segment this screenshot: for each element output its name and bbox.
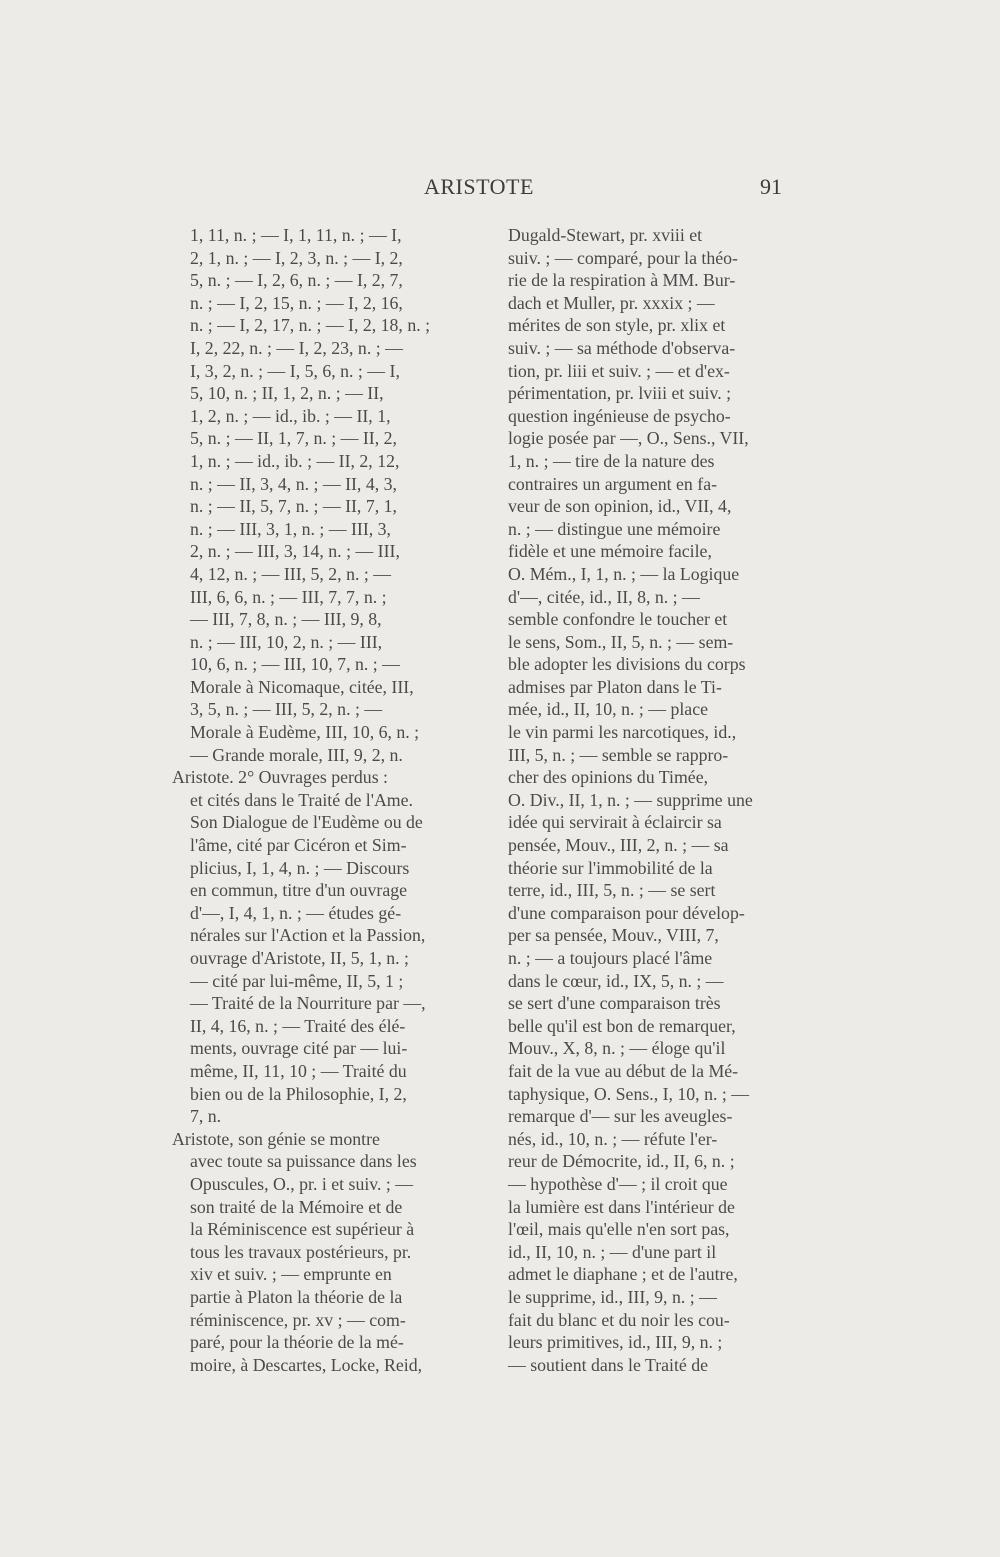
index-line: l'œil, mais qu'elle n'en sort pas, bbox=[508, 1219, 730, 1240]
index-line: nés, id., 10, n. ; — réfute l'er- bbox=[508, 1128, 718, 1149]
index-line: fait de la vue au début de la Mé- bbox=[508, 1060, 739, 1081]
index-line: rie de la respiration à MM. Bur- bbox=[508, 270, 736, 291]
index-line: 1, n. ; — id., ib. ; — II, 2, 12, bbox=[190, 450, 400, 471]
index-line: théorie sur l'immobilité de la bbox=[508, 857, 713, 878]
index-line: remarque d'— sur les aveugles- bbox=[508, 1106, 733, 1127]
index-line: d'—, citée, id., II, 8, n. ; — bbox=[508, 586, 700, 607]
index-line: n. ; — a toujours placé l'âme bbox=[508, 948, 713, 968]
index-line: ble adopter les divisions du corps bbox=[508, 654, 746, 675]
index-line: Mouv., X, 8, n. ; — éloge qu'il bbox=[508, 1038, 726, 1059]
index-line: n. ; — distingue une mémoire bbox=[508, 518, 721, 539]
index-line: Morale à Nicomaque, citée, III, bbox=[190, 676, 414, 697]
index-line: d'—, I, 4, 1, n. ; — études gé- bbox=[190, 902, 402, 923]
index-line: Son Dialogue de l'Eudème ou de bbox=[190, 812, 423, 833]
index-line: 2, n. ; — III, 3, 14, n. ; — III, bbox=[190, 541, 400, 562]
index-line: Morale à Eudème, III, 10, 6, n. ; bbox=[190, 722, 420, 743]
index-line: périmentation, pr. lviii et suiv. ; bbox=[508, 383, 732, 404]
index-line: en commun, titre d'un ouvrage bbox=[190, 880, 408, 901]
index-line: Opuscules, O., pr. i et suiv. ; — bbox=[190, 1173, 414, 1194]
index-line: même, II, 11, 10 ; — Traité du bbox=[190, 1060, 407, 1081]
index-line: per sa pensée, Mouv., VIII, 7, bbox=[508, 925, 719, 946]
index-line: n. ; — I, 2, 17, n. ; — I, 2, 18, n. ; bbox=[190, 315, 431, 336]
index-line: III, 6, 6, n. ; — III, 7, 7, n. ; bbox=[190, 586, 387, 607]
index-line: mée, id., II, 10, n. ; — place bbox=[508, 699, 708, 720]
index-line: 4, 12, n. ; — III, 5, 2, n. ; — bbox=[190, 563, 392, 584]
index-line: 5, n. ; — I, 2, 6, n. ; — I, 2, 7, bbox=[190, 270, 403, 291]
page-number: 91 bbox=[760, 174, 782, 199]
index-line: — soutient dans le Traité de bbox=[508, 1354, 709, 1375]
index-line: tous les travaux postérieurs, pr. bbox=[190, 1241, 412, 1262]
index-line: belle qu'il est bon de remarquer, bbox=[508, 1015, 736, 1036]
index-line: terre, id., III, 5, n. ; — se sert bbox=[508, 880, 716, 901]
index-line: leurs primitives, id., III, 9, n. ; bbox=[508, 1332, 723, 1353]
index-line: ments, ouvrage cité par — lui- bbox=[190, 1038, 408, 1059]
index-line: paré, pour la théorie de la mé- bbox=[190, 1332, 404, 1353]
index-line: son traité de la Mémoire et de bbox=[190, 1196, 403, 1217]
index-column-left bbox=[172, 224, 462, 1376]
index-line: admises par Platon dans le Ti- bbox=[508, 676, 722, 697]
index-line: II, 4, 16, n. ; — Traité des élé- bbox=[190, 1015, 406, 1036]
index-line: ouvrage d'Aristote, II, 5, 1, n. ; bbox=[190, 948, 410, 968]
index-line: logie posée par —, O., Sens., VII, bbox=[508, 428, 749, 449]
index-column-right bbox=[508, 224, 796, 1376]
index-line: O. Div., II, 1, n. ; — supprime une bbox=[508, 789, 753, 810]
index-line: n. ; — III, 10, 2, n. ; — III, bbox=[190, 631, 383, 652]
index-line: le supprime, id., III, 9, n. ; — bbox=[508, 1286, 717, 1307]
index-line: I, 2, 22, n. ; — I, 2, 23, n. ; — bbox=[190, 337, 403, 358]
index-line: nérales sur l'Action et la Passion, bbox=[190, 925, 426, 946]
running-head: ARISTOTE bbox=[424, 174, 534, 199]
index-line: 7, n. bbox=[190, 1106, 222, 1127]
index-line: n. ; — I, 2, 15, n. ; — I, 2, 16, bbox=[190, 292, 403, 313]
index-line: — cité par lui-même, II, 5, 1 ; bbox=[190, 970, 404, 991]
index-line: O. Mém., I, 1, n. ; — la Logique bbox=[508, 563, 740, 584]
index-line: et cités dans le Traité de l'Ame. bbox=[190, 789, 413, 810]
index-line: id., II, 10, n. ; — d'une part il bbox=[508, 1241, 717, 1262]
index-line: d'une comparaison pour dévelop- bbox=[508, 902, 745, 923]
index-line: — Grande morale, III, 9, 2, n. bbox=[190, 744, 403, 765]
index-line: 10, 6, n. ; — III, 10, 7, n. ; — bbox=[190, 654, 400, 675]
index-line: réminiscence, pr. xv ; — com- bbox=[190, 1309, 406, 1330]
index-line: plicius, I, 1, 4, n. ; — Discours bbox=[190, 857, 410, 878]
index-line: le sens, Som., II, 5, n. ; — sem- bbox=[508, 631, 734, 652]
index-line: contraires un argument en fa- bbox=[508, 473, 718, 494]
index-line: III, 5, n. ; — semble se rappro- bbox=[508, 744, 729, 765]
index-line: partie à Platon la théorie de la bbox=[190, 1286, 403, 1307]
index-line: — III, 7, 8, n. ; — III, 9, 8, bbox=[190, 609, 382, 630]
index-line: mérites de son style, pr. xlix et bbox=[508, 315, 726, 336]
index-line: n. ; — II, 5, 7, n. ; — II, 7, 1, bbox=[190, 496, 397, 517]
index-line: fidèle et une mémoire facile, bbox=[508, 541, 712, 562]
index-line: se sert d'une comparaison très bbox=[508, 993, 721, 1014]
index-line: n. ; — III, 3, 1, n. ; — III, 3, bbox=[190, 518, 391, 539]
index-entry-heading-line: Aristote, son génie se montre bbox=[172, 1128, 380, 1149]
index-line: moire, à Descartes, Locke, Reid, bbox=[190, 1354, 423, 1375]
index-line: Dugald-Stewart, pr. xviii et bbox=[508, 225, 703, 245]
index-line: l'âme, cité par Cicéron et Sim- bbox=[190, 835, 407, 856]
index-line: 1, 11, n. ; — I, 1, 11, n. ; — I, bbox=[190, 225, 402, 245]
index-line: le vin parmi les narcotiques, id., bbox=[508, 722, 737, 743]
index-line: admet le diaphane ; et de l'autre, bbox=[508, 1264, 738, 1285]
index-line: 5, 10, n. ; II, 1, 2, n. ; — II, bbox=[190, 383, 384, 404]
index-line: avec toute sa puissance dans les bbox=[190, 1151, 417, 1172]
index-line: suiv. ; — sa méthode d'observa- bbox=[508, 337, 736, 358]
index-line: 2, 1, n. ; — I, 2, 3, n. ; — I, 2, bbox=[190, 247, 403, 268]
index-line: la Réminiscence est supérieur à bbox=[190, 1219, 415, 1240]
index-line: 1, 2, n. ; — id., ib. ; — II, 1, bbox=[190, 405, 391, 426]
index-line: — hypothèse d'— ; il croit que bbox=[508, 1173, 728, 1194]
index-line: 1, n. ; — tire de la nature des bbox=[508, 450, 715, 471]
index-line: cher des opinions du Timée, bbox=[508, 767, 709, 788]
index-line: semble confondre le toucher et bbox=[508, 609, 728, 630]
index-line: tion, pr. liii et suiv. ; — et d'ex- bbox=[508, 360, 730, 381]
index-line: veur de son opinion, id., VII, 4, bbox=[508, 496, 732, 517]
index-line: la lumière est dans l'intérieur de bbox=[508, 1196, 735, 1217]
index-line: n. ; — II, 3, 4, n. ; — II, 4, 3, bbox=[190, 473, 397, 494]
index-line: pensée, Mouv., III, 2, n. ; — sa bbox=[508, 835, 729, 856]
index-line: question ingénieuse de psycho- bbox=[508, 405, 731, 426]
index-line: — Traité de la Nourriture par —, bbox=[190, 993, 426, 1014]
index-line: 5, n. ; — II, 1, 7, n. ; — II, 2, bbox=[190, 428, 397, 449]
page-header bbox=[0, 174, 1000, 204]
index-line: fait du blanc et du noir les cou- bbox=[508, 1309, 730, 1330]
index-line: dans le cœur, id., IX, 5, n. ; — bbox=[508, 970, 724, 991]
index-line: xiv et suiv. ; — emprunte en bbox=[190, 1264, 392, 1285]
index-line: dach et Muller, pr. xxxix ; — bbox=[508, 292, 715, 313]
index-line: taphysique, O. Sens., I, 10, n. ; — bbox=[508, 1083, 750, 1104]
index-entry-heading-line: Aristote. 2° Ouvrages perdus : bbox=[172, 767, 388, 788]
index-line: reur de Démocrite, id., II, 6, n. ; bbox=[508, 1151, 735, 1172]
index-line: idée qui servirait à éclaircir sa bbox=[508, 812, 722, 833]
index-line: I, 3, 2, n. ; — I, 5, 6, n. ; — I, bbox=[190, 360, 400, 381]
index-line: suiv. ; — comparé, pour la théo- bbox=[508, 247, 738, 268]
index-line: 3, 5, n. ; — III, 5, 2, n. ; — bbox=[190, 699, 383, 720]
index-line: bien ou de la Philosophie, I, 2, bbox=[190, 1083, 407, 1104]
